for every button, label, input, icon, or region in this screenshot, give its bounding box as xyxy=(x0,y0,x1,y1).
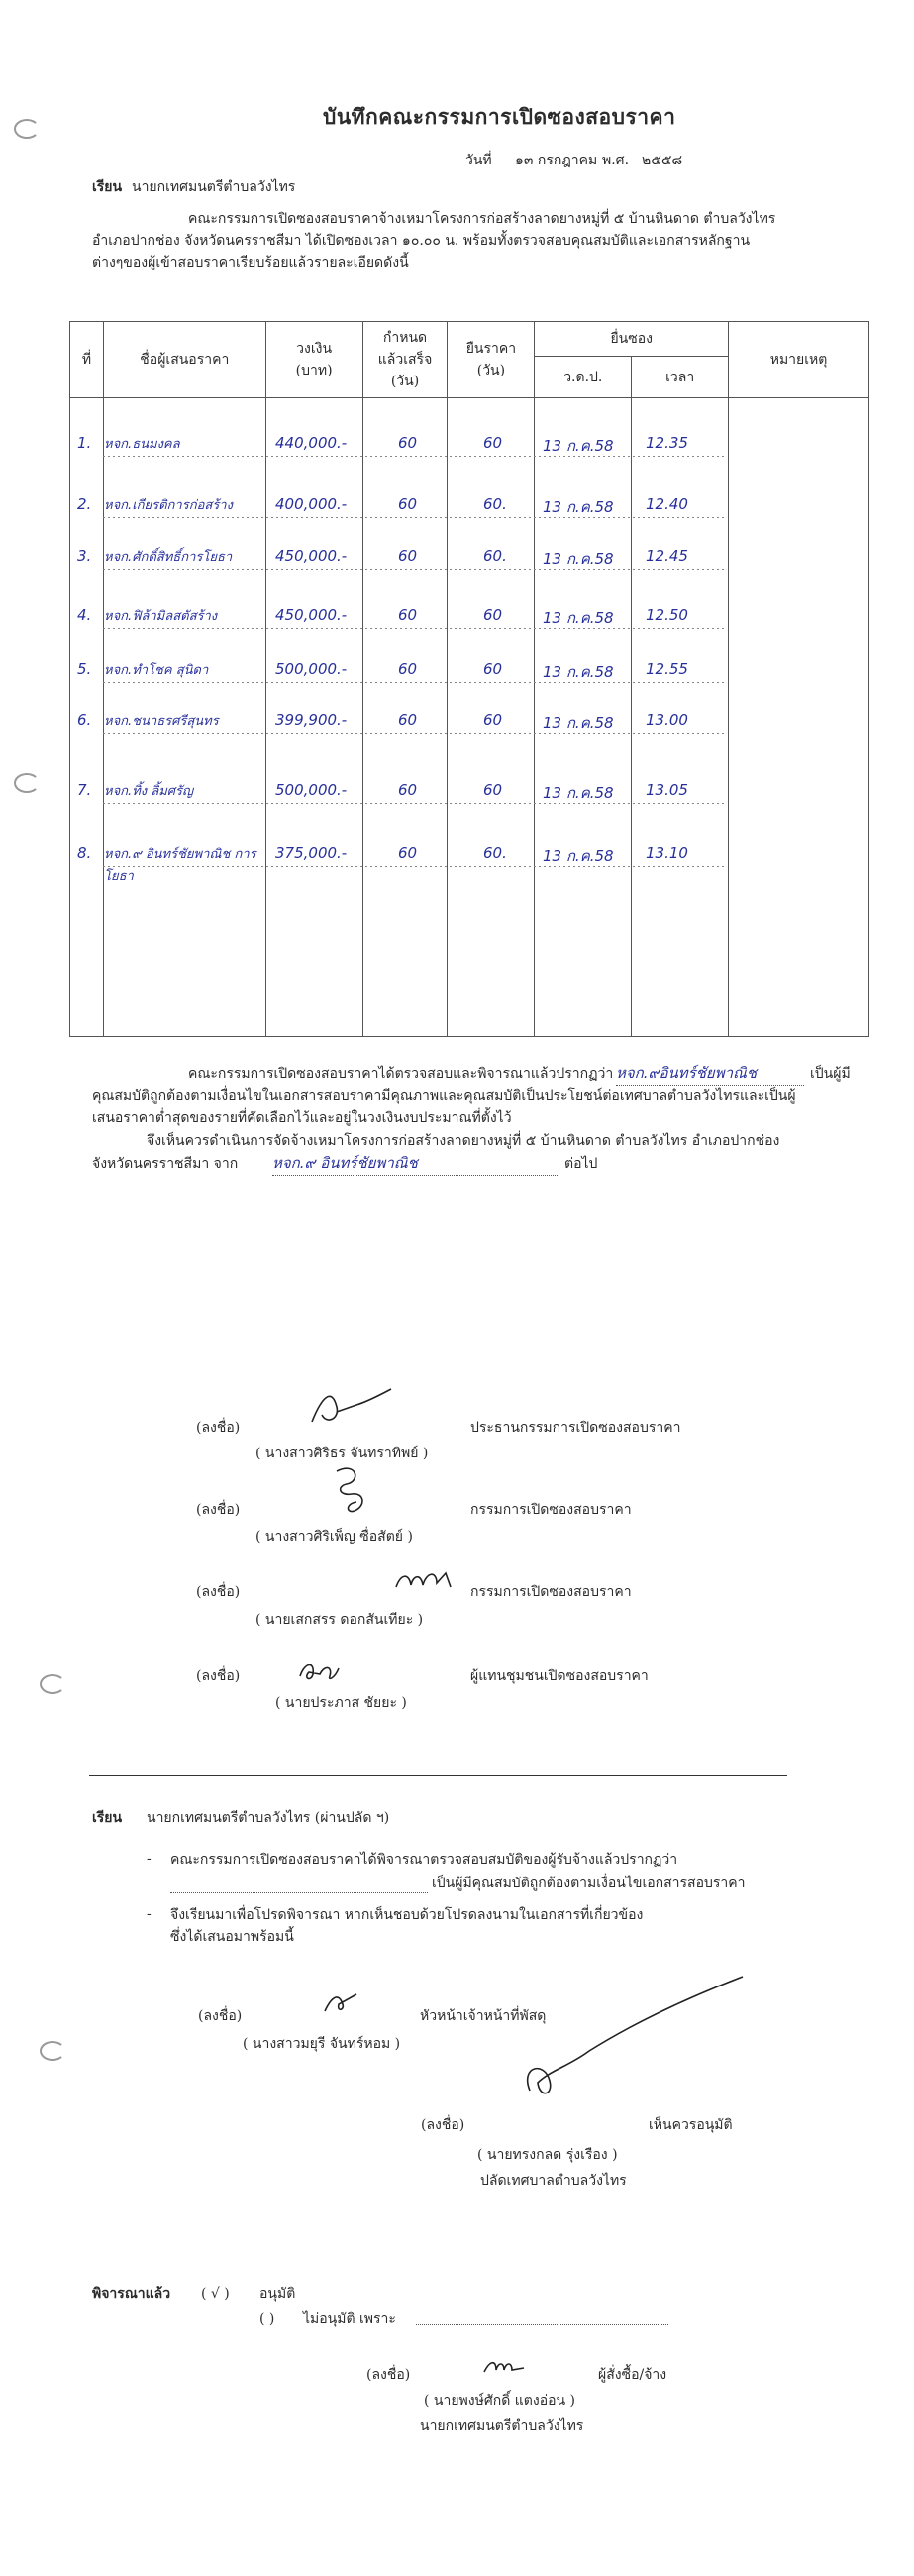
header-name: ชื่อผู้เสนอราคา xyxy=(103,322,265,398)
supply-name: ( นางสาวมยุรี จันทร์หอม ) xyxy=(243,2036,401,2052)
row-1-name: หจก.ธนมงคล xyxy=(104,437,180,452)
section2-to-label: เรียน xyxy=(92,1810,123,1826)
row-5-name: หจก.ทำโชค สุนิดา xyxy=(104,663,209,678)
signer-sign-label: (ลงชื่อ) xyxy=(366,2367,411,2383)
row-8-validity: 60. xyxy=(483,844,507,862)
row-dotted-line xyxy=(103,628,725,629)
committee-3-name: ( นายเสกสรร ดอกสันเทียะ ) xyxy=(255,1612,424,1628)
row-2-time: 12.40 xyxy=(646,495,688,513)
committee-2-name: ( นางสาวศิริเพ็ญ ซื่อสัตย์ ) xyxy=(255,1529,413,1545)
row-1-no: 1. xyxy=(77,434,92,452)
supply-signature-image xyxy=(317,1986,366,2016)
date-label: วันที่ xyxy=(465,153,492,168)
row-2-amount: 400,000.- xyxy=(275,495,348,513)
result-p1-winner: หจก.๙อินทร์ชัยพาณิช xyxy=(616,1061,804,1086)
row-1-deadline: 60 xyxy=(398,434,418,452)
row-2-name: หจก.เกียรติการก่อสร้าง xyxy=(104,498,233,513)
date-value: ๑๓ กรกฎาคม xyxy=(515,153,598,168)
intro-line-3: ต่างๆของผู้เข้าสอบราคาเรียบร้อยแล้วรายละเอียดดังนี้ xyxy=(92,255,409,270)
result-p1-line3: เสนอราคาต่ำสุดของรายที่คัดเลือกไว้และอยู่ในวงเงินงบประมาณที่ตั้งไว้ xyxy=(92,1110,512,1126)
bullet-2: - xyxy=(147,1906,152,1922)
row-5-date: 13 ก.ค.58 xyxy=(543,663,614,681)
punch-hole-mark xyxy=(40,1674,65,1694)
row-dotted-line xyxy=(103,517,725,518)
row-7-amount: 500,000.- xyxy=(275,781,348,799)
row-4-time: 12.50 xyxy=(646,606,688,624)
committee-2-position: กรรมการเปิดซองสอบราคา xyxy=(470,1502,632,1518)
row-4-no: 4. xyxy=(77,606,92,624)
row-1-validity: 60 xyxy=(483,434,503,452)
row-dotted-line xyxy=(103,569,725,570)
row-3-no: 3. xyxy=(77,547,92,565)
row-dotted-line xyxy=(103,682,725,683)
row-7-validity: 60 xyxy=(483,781,503,799)
header-time: เวลา xyxy=(632,357,729,398)
row-4-validity: 60 xyxy=(483,606,503,624)
punch-hole-mark xyxy=(14,773,40,793)
result-p2-post: ต่อไป xyxy=(564,1156,598,1172)
signer-position: ผู้สั่งซื้อ/จ้าง xyxy=(598,2367,667,2383)
row-4-name: หจก.ฟิล้ามิลสตัสร้าง xyxy=(104,609,218,624)
row-6-name: หจก.ชนาธรศรีสุนทร xyxy=(104,714,219,729)
section-divider xyxy=(89,1775,787,1776)
row-1-amount: 440,000.- xyxy=(275,434,348,452)
reject-label: ไม่อนุมัติ เพราะ xyxy=(303,2311,396,2327)
row-5-time: 12.55 xyxy=(646,660,688,678)
section2-b1-line2: เป็นผู้มีคุณสมบัติถูกต้องตามเงื่อนไขเอกสารสอบราคา xyxy=(432,1876,746,1891)
clerk-opinion: เห็นควรอนุมัติ xyxy=(649,2117,733,2133)
signer-signature-image xyxy=(480,2356,530,2382)
clerk-sign-label: (ลงชื่อ) xyxy=(421,2117,465,2133)
reject-reason-field[interactable] xyxy=(416,2324,668,2325)
to-value: นายกเทศมนตรีตำบลวังไทร xyxy=(132,179,296,195)
clerk-name: ( นายทรงกลด รุ่งเรือง ) xyxy=(477,2147,618,2163)
punch-hole-mark xyxy=(40,2041,65,2061)
row-8-time: 13.10 xyxy=(646,844,688,862)
row-6-time: 13.00 xyxy=(646,711,688,729)
row-4-deadline: 60 xyxy=(398,606,418,624)
row-6-date: 13 ก.ค.58 xyxy=(543,714,614,732)
row-2-date: 13 ก.ค.58 xyxy=(543,498,614,516)
approve-checkbox[interactable]: ( √ ) xyxy=(201,2286,230,2302)
clerk-signature-image xyxy=(510,1972,748,2120)
row-3-date: 13 ก.ค.58 xyxy=(543,550,614,568)
result-p2-winner: หจก.๙ อินทร์ชัยพาณิช xyxy=(272,1151,559,1176)
row-7-name: หจก.ทิ้ง ลิ้มศรัญ xyxy=(104,784,194,799)
header-no: ที่ xyxy=(70,322,104,398)
reject-checkbox[interactable]: ( ) xyxy=(259,2311,275,2327)
header-date: ว.ด.ป. xyxy=(535,357,632,398)
committee-4-name: ( นายประภาส ชัยยะ ) xyxy=(275,1695,407,1711)
row-4-date: 13 ก.ค.58 xyxy=(543,609,614,627)
signature-4-image xyxy=(295,1657,345,1686)
row-3-amount: 450,000.- xyxy=(275,547,348,565)
result-p1-pre: คณะกรรมการเปิดซองสอบราคาได้ตรวจสอบและพิจารณาแล้วปรากฏว่า xyxy=(188,1066,614,1082)
row-7-date: 13 ก.ค.58 xyxy=(543,784,614,802)
committee-1-sign-label: (ลงชื่อ) xyxy=(196,1420,241,1436)
result-p2-line1: จึงเห็นควรดำเนินการจัดจ้างเหมาโครงการก่อสร้างลาดยางหมู่ที่ ๕ บ้านหินดาด ตำบลวังไทร อำเภอปากช่อง xyxy=(147,1133,780,1149)
section2-b2-line1: จึงเรียนมาเพื่อโปรดพิจารณา หากเห็นชอบด้วยโปรดลงนามในเอกสารที่เกี่ยวข้อง xyxy=(170,1907,644,1923)
header-validity: ยืนราคา (วัน) xyxy=(448,322,535,398)
row-8-amount: 375,000.- xyxy=(275,844,348,862)
row-dotted-line xyxy=(103,456,725,457)
result-p2-pre: จังหวัดนครราชสีมา จาก xyxy=(92,1156,239,1172)
section2-b2-line2: ซึ่งได้เสนอมาพร้อมนี้ xyxy=(170,1929,294,1945)
row-6-amount: 399,900.- xyxy=(275,711,348,729)
decision-label: พิจารณาแล้ว xyxy=(92,2286,171,2302)
year-label: พ.ศ. xyxy=(602,153,630,168)
result-p1-line2: คุณสมบัติถูกต้องตามเงื่อนไขในเอกสารสอบราคามีคุณภาพและคุณสมบัติเป็นประโยชน์ต่อเทศบาลตำบลวังไทรและเป็นผู้ xyxy=(92,1088,796,1104)
supply-sign-label: (ลงชื่อ) xyxy=(198,2008,243,2024)
row-5-deadline: 60 xyxy=(398,660,418,678)
row-1-time: 12.35 xyxy=(646,434,688,452)
row-4-amount: 450,000.- xyxy=(275,606,348,624)
intro-line-2: อำเภอปากช่อง จังหวัดนครราชสีมา ได้เปิดซองเวลา ๑๐.๐๐ น. พร้อมทั้งตรวจสอบคุณสมบัติและเอกสารหลักฐาน xyxy=(92,233,751,249)
row-3-time: 12.45 xyxy=(646,547,688,565)
signature-3-image xyxy=(391,1565,460,1595)
approve-label: อนุมัติ xyxy=(259,2286,296,2302)
row-3-deadline: 60 xyxy=(398,547,418,565)
signature-2-image xyxy=(317,1456,396,1526)
row-dotted-line xyxy=(103,733,725,734)
section2-b1-line1: คณะกรรมการเปิดซองสอบราคาได้พิจารณาตรวจสอบสมบัติของผู้รับจ้างแล้วปรากฏว่า xyxy=(170,1852,678,1868)
header-amount: วงเงิน (บาท) xyxy=(265,322,362,398)
bullet-1: - xyxy=(147,1851,152,1867)
committee-4-sign-label: (ลงชื่อ) xyxy=(196,1668,241,1684)
document-title: บันทึกคณะกรรมการเปิดซองสอบราคา xyxy=(323,104,676,129)
row-8-deadline: 60 xyxy=(398,844,418,862)
row-8-date: 13 ก.ค.58 xyxy=(543,847,614,865)
year-value: ๒๕๕๘ xyxy=(642,153,683,168)
header-submitted: ยื่นซอง xyxy=(535,322,729,357)
section2-to-value: นายกเทศมนตรีตำบลวังไทร (ผ่านปลัด ฯ) xyxy=(147,1810,390,1826)
row-7-deadline: 60 xyxy=(398,781,418,799)
committee-4-position: ผู้แทนชุมชนเปิดซองสอบราคา xyxy=(470,1668,649,1684)
row-3-validity: 60. xyxy=(483,547,507,565)
committee-3-position: กรรมการเปิดซองสอบราคา xyxy=(470,1584,632,1600)
header-deadline: กำหนด แล้วเสร็จ (วัน) xyxy=(362,322,448,398)
column-remark xyxy=(729,398,869,1037)
supply-position: หัวหน้าเจ้าหน้าที่พัสดุ xyxy=(420,2008,547,2024)
committee-3-sign-label: (ลงชื่อ) xyxy=(196,1584,241,1600)
row-8-name: หจก.๙ อินทร์ชัยพาณิช การโยธา xyxy=(104,847,256,884)
committee-1-name: ( นางสาวศิริธร จันทราทิพย์ ) xyxy=(255,1446,429,1461)
row-5-amount: 500,000.- xyxy=(275,660,348,678)
committee-2-sign-label: (ลงชื่อ) xyxy=(196,1502,241,1518)
row-6-validity: 60 xyxy=(483,711,503,729)
row-2-no: 2. xyxy=(77,495,92,513)
section2-b1-blank xyxy=(170,1875,428,1893)
punch-hole-mark xyxy=(14,119,40,139)
row-6-deadline: 60 xyxy=(398,711,418,729)
to-label: เรียน xyxy=(92,179,123,195)
signature-1-image xyxy=(302,1377,401,1433)
row-7-no: 7. xyxy=(77,781,92,799)
signer-name: ( นายพงษ์ศักดิ์ แตงอ่อน ) xyxy=(424,2393,575,2409)
row-5-no: 5. xyxy=(77,660,92,678)
row-7-time: 13.05 xyxy=(646,781,688,799)
signer-title: นายกเทศมนตรีตำบลวังไทร xyxy=(420,2418,584,2434)
header-remark: หมายเหตุ xyxy=(729,322,869,398)
row-5-validity: 60 xyxy=(483,660,503,678)
row-6-no: 6. xyxy=(77,711,92,729)
clerk-position: ปลัดเทศบาลตำบลวังไทร xyxy=(480,2173,627,2189)
row-1-date: 13 ก.ค.58 xyxy=(543,437,614,455)
row-dotted-line xyxy=(103,803,725,804)
result-p1-post: เป็นผู้มี xyxy=(810,1066,851,1082)
row-8-no: 8. xyxy=(77,844,92,862)
intro-line-1: คณะกรรมการเปิดซองสอบราคาจ้างเหมาโครงการก่อสร้างลาดยางหมู่ที่ ๕ บ้านหินดาด ตำบลวังไทร xyxy=(188,211,776,227)
row-2-deadline: 60 xyxy=(398,495,418,513)
row-2-validity: 60. xyxy=(483,495,507,513)
row-3-name: หจก.ศักดิ์สิทธิ์การโยธา xyxy=(104,550,233,565)
committee-1-position: ประธานกรรมการเปิดซองสอบราคา xyxy=(470,1420,681,1436)
